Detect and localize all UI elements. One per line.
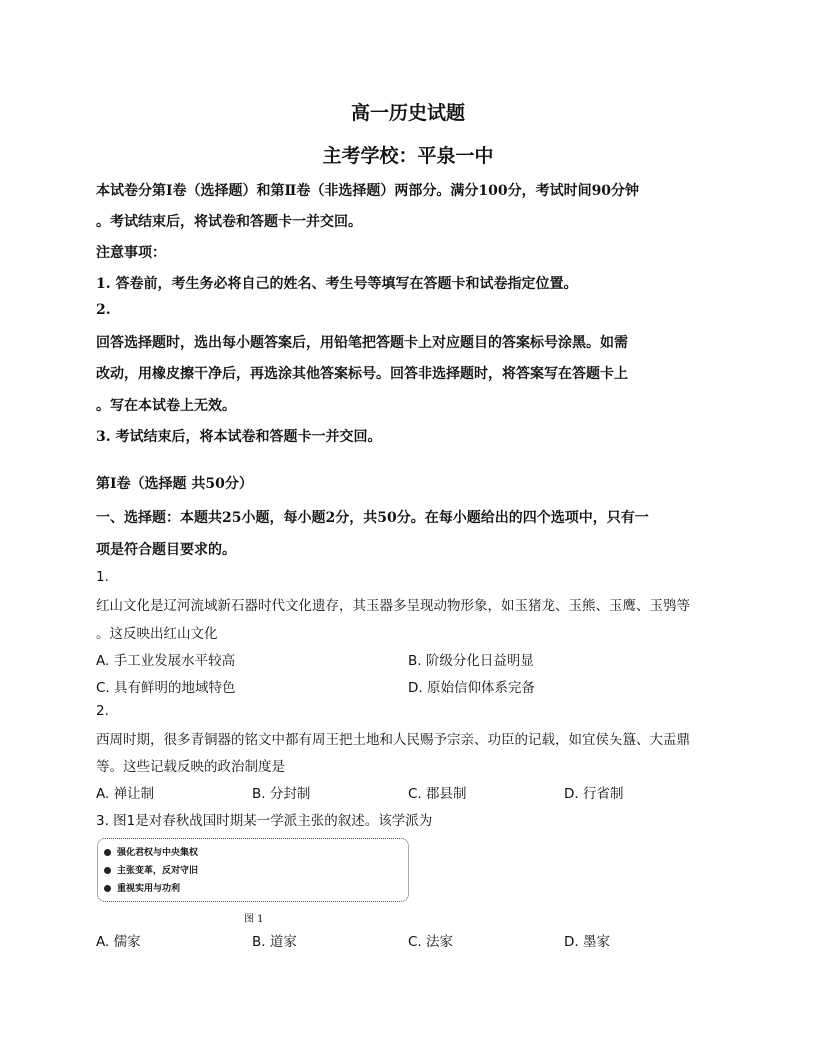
q1-option-d: D. 原始信仰体系完备 — [408, 680, 535, 696]
intro-line-2: 。考试结束后，将试卷和答题卡一并交回。 — [96, 214, 362, 230]
q2-option-d: D. 行省制 — [564, 786, 624, 802]
notice-heading: 注意事项： — [96, 245, 166, 261]
figure-item: 强化君权与中央集权 — [104, 845, 198, 858]
bullet-icon — [104, 885, 111, 892]
bullet-icon — [104, 849, 111, 856]
q3-option-b: B. 道家 — [252, 934, 297, 950]
notice-item-2-line-3: 。写在本试卷上无效。 — [96, 398, 236, 414]
q1-option-b: B. 阶级分化日益明显 — [408, 653, 534, 669]
q3-option-d: D. 墨家 — [564, 934, 610, 950]
q2-option-b: B. 分封制 — [252, 786, 311, 802]
q2-stem-line-1: 西周时期，很多青铜器的铭文中都有周王把土地和人民赐予宗亲、功臣的记载，如宜侯夨簋、大盂鼎 — [96, 732, 690, 748]
notice-item-2-number: 2. — [96, 302, 111, 318]
section-desc-line-2: 项是符合题目要求的。 — [96, 542, 236, 558]
intro-line-1: 本试卷分第Ⅰ卷（选择题）和第Ⅱ卷（非选择题）两部分。满分100分，考试时间90分钟 — [96, 183, 640, 199]
notice-item-2-line-1: 回答选择题时，选出每小题答案后，用铅笔把答题卡上对应题目的答案标号涂黑。如需 — [96, 335, 628, 351]
page-title: 高一历史试题 — [350, 102, 465, 124]
q3-option-c: C. 法家 — [408, 934, 454, 950]
q1-option-a: A. 手工业发展水平较高 — [96, 653, 236, 669]
q3-figure-box — [97, 838, 409, 902]
q2-option-a: A. 禅让制 — [96, 786, 155, 802]
notice-item-1: 1. 答卷前，考生务必将自己的姓名、考生号等填写在答题卡和试卷指定位置。 — [96, 276, 578, 292]
q2-stem-line-2: 等。这些记载反映的政治制度是 — [96, 759, 285, 775]
school-name: 主考学校：平泉一中 — [322, 145, 494, 167]
notice-item-2-line-2: 改动，用橡皮擦干净后，再选涂其他答案标号。回答非选择题时，将答案写在答题卡上 — [96, 366, 628, 382]
section-heading: 第Ⅰ卷（选择题 共50分） — [96, 476, 253, 492]
bullet-icon — [104, 867, 111, 874]
figure-item: 主张变革，反对守旧 — [104, 863, 198, 876]
q2-number: 2. — [96, 703, 109, 719]
q1-stem-line-2: 。这反映出红山文化 — [96, 626, 218, 642]
figure-caption: 图 1 — [244, 914, 264, 925]
q1-number: 1. — [96, 569, 109, 585]
q3-option-a: A. 儒家 — [96, 934, 141, 950]
figure-item: 重视实用与功利 — [104, 881, 180, 894]
q2-option-c: C. 郡县制 — [408, 786, 467, 802]
q1-option-c: C. 具有鲜明的地域特色 — [96, 680, 236, 696]
q1-stem-line-1: 红山文化是辽河流域新石器时代文化遗存，其玉器多呈现动物形象，如玉猪龙、玉熊、玉鹰、玉鸮等 — [96, 598, 690, 614]
section-desc-line-1: 一、选择题：本题共25小题，每小题2分，共50分。在每小题给出的四个选项中，只有一 — [96, 510, 649, 526]
notice-item-3: 3. 考试结束后，将本试卷和答题卡一并交回。 — [96, 429, 382, 445]
q3-stem: 3. 图1是对春秋战国时期某一学派主张的叙述。该学派为 — [96, 813, 433, 829]
